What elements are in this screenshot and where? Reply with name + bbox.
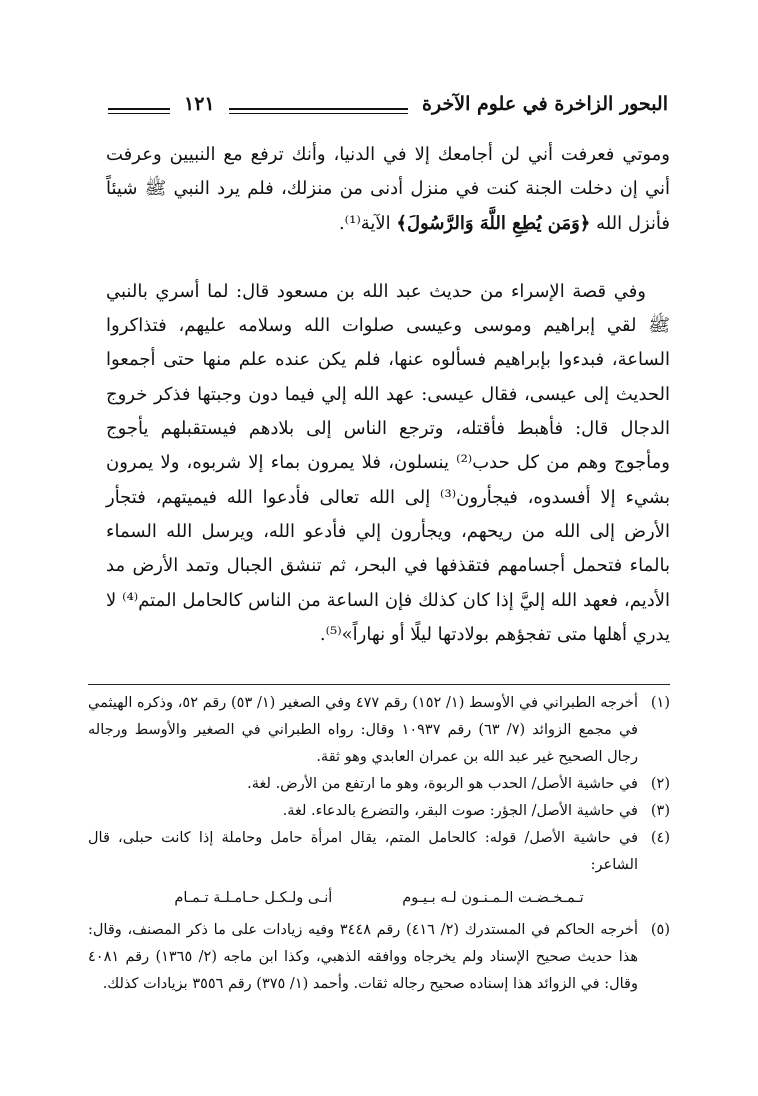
footnote-1	[88, 690, 670, 771]
paragraph-1	[106, 138, 670, 241]
footnote-2	[88, 771, 670, 798]
footnote-text: أخرجه الحاكم في المستدرك (٢/ ٤١٦) رقم ٣٤٤٨ وفيه زيادات على ما ذكر المصنف، وقال: هذا حديث صحيح الإسناد ولم يخرجاه ووافقه الذهبي، وكذا ابن ماجه (٢/ ١٣٦٥) رقم ٤٠٨١ وقال: في الزوائد هذا إسناده صحيح رجاله ثقات. وأحمد (١/ ٣٧٥) رقم ٣٥٥٦ بزيادات كذلك.	[88, 922, 639, 992]
footnote-number: (٣)	[650, 803, 670, 819]
footnote-separator	[88, 684, 670, 685]
footnote-number: (٤)	[650, 830, 670, 846]
footnote-4	[88, 825, 670, 879]
paragraph-2: وفي قصة الإسراء من حديث عبد الله بن مسعود قال: لما أسري بالنبي ﷺ لقي إبراهيم وموسى وعيسى صلوات الله وسلامه عليهم، فتذاكروا الساعة، فبدءوا بإبراهيم فسألوه عنها، فلم يكن عنده علم منها حتى أجمعوا الحديث إلى عيسى، فقال عيسى: عهد الله إلي فيما دون وجبتها فذكر خروج الدجال قال: فأهبط فأقتله، وترجع الناس إلى بلادهم فيستقبلهم يأجوج ومأجوج وهم من كل حدب⁽²⁾ ينسلون، فلا يمرون بماء إلا شربوه، ولا يمرون بشيء إلا أفسدوه، فيجأرون⁽³⁾ إلى الله تعالى فأدعوا الله فيميتهم، فتجأر الأرض إلى الله من ريحهم، ويجأرون إلي فأدعو الله، ويرسل الله السماء بالماء فتحمل أجسامهم فتقذفها في البحر، ثم تنشق الجبال وتمد الأرض مد الأديم، فعهد الله إليَّ إذا كان كذلك فإن الساعة من الناس كالحامل المتم⁽⁴⁾ لا يدري أهلها متى تفجؤهم بولادتها ليلًا أو نهاراً»⁽⁵⁾.	[106, 280, 670, 645]
footnote-number: (٢)	[650, 776, 670, 792]
main-text	[106, 138, 670, 652]
verse-hemistich-2: أنـى ولـكـل حـامـلـة تـمـام	[174, 890, 333, 906]
footnote-text: أخرجه الطبراني في الأوسط (١/ ١٥٢) رقم ٤٧٧ وفي الصغير (١/ ٥٣) رقم ٥٢، وذكره الهيثمي في مجمع الزوائد (٧/ ٦٣) رقم ١٠٩٣٧ وقال: رواه الطبراني في الصغير والأوسط ورجاله رجال الصحيح غير عبد الله بن عمران العابدي وهو ثقة.	[88, 695, 639, 765]
footnote-text: في حاشية الأصل/ الجؤر: صوت البقر، والتضرع بالدعاء. لغة.	[282, 803, 638, 819]
running-title: البحور الزاخرة في علوم الآخرة	[422, 93, 668, 115]
verse-hemistich-1: تـمـخـضـت الـمـنـون لـه بـيـوم	[402, 890, 584, 906]
footnote-3	[88, 798, 670, 825]
header-rule	[229, 108, 408, 114]
paragraph-1-text-a: وموتي فعرفت أني لن أجامعك إلا في الدنيا، وأنك ترفع مع النبيين وعرفت أني إن دخلت الجنة كنت في منزل أدنى من منزلك، فلم يرد النبي ﷺ شيئاً فأنزل الله	[106, 144, 670, 234]
page-number: ١٢١	[184, 93, 215, 115]
footnote-5	[88, 917, 670, 998]
footnote-number: (١)	[650, 695, 671, 711]
footnote-text: في حاشية الأصل/ الحدب هو الربوة، وهو ما ارتفع من الأرض. لغة.	[247, 776, 638, 792]
footnotes	[88, 690, 670, 998]
poetry-verse	[88, 881, 670, 915]
page-header	[108, 82, 668, 122]
header-rule-end	[108, 108, 170, 114]
quran-quote: ﴿وَمَن يُطِعِ اللَّهَ وَالرَّسُولَ﴾	[396, 212, 591, 234]
footnote-text: في حاشية الأصل/ قوله: كالحامل المتم، يقال امرأة حامل وحاملة إذا كانت حبلى، قال الشاعر:	[88, 830, 638, 873]
footnote-number: (٥)	[650, 922, 670, 938]
paragraph-1-text-b: الآية⁽¹⁾.	[338, 212, 397, 234]
